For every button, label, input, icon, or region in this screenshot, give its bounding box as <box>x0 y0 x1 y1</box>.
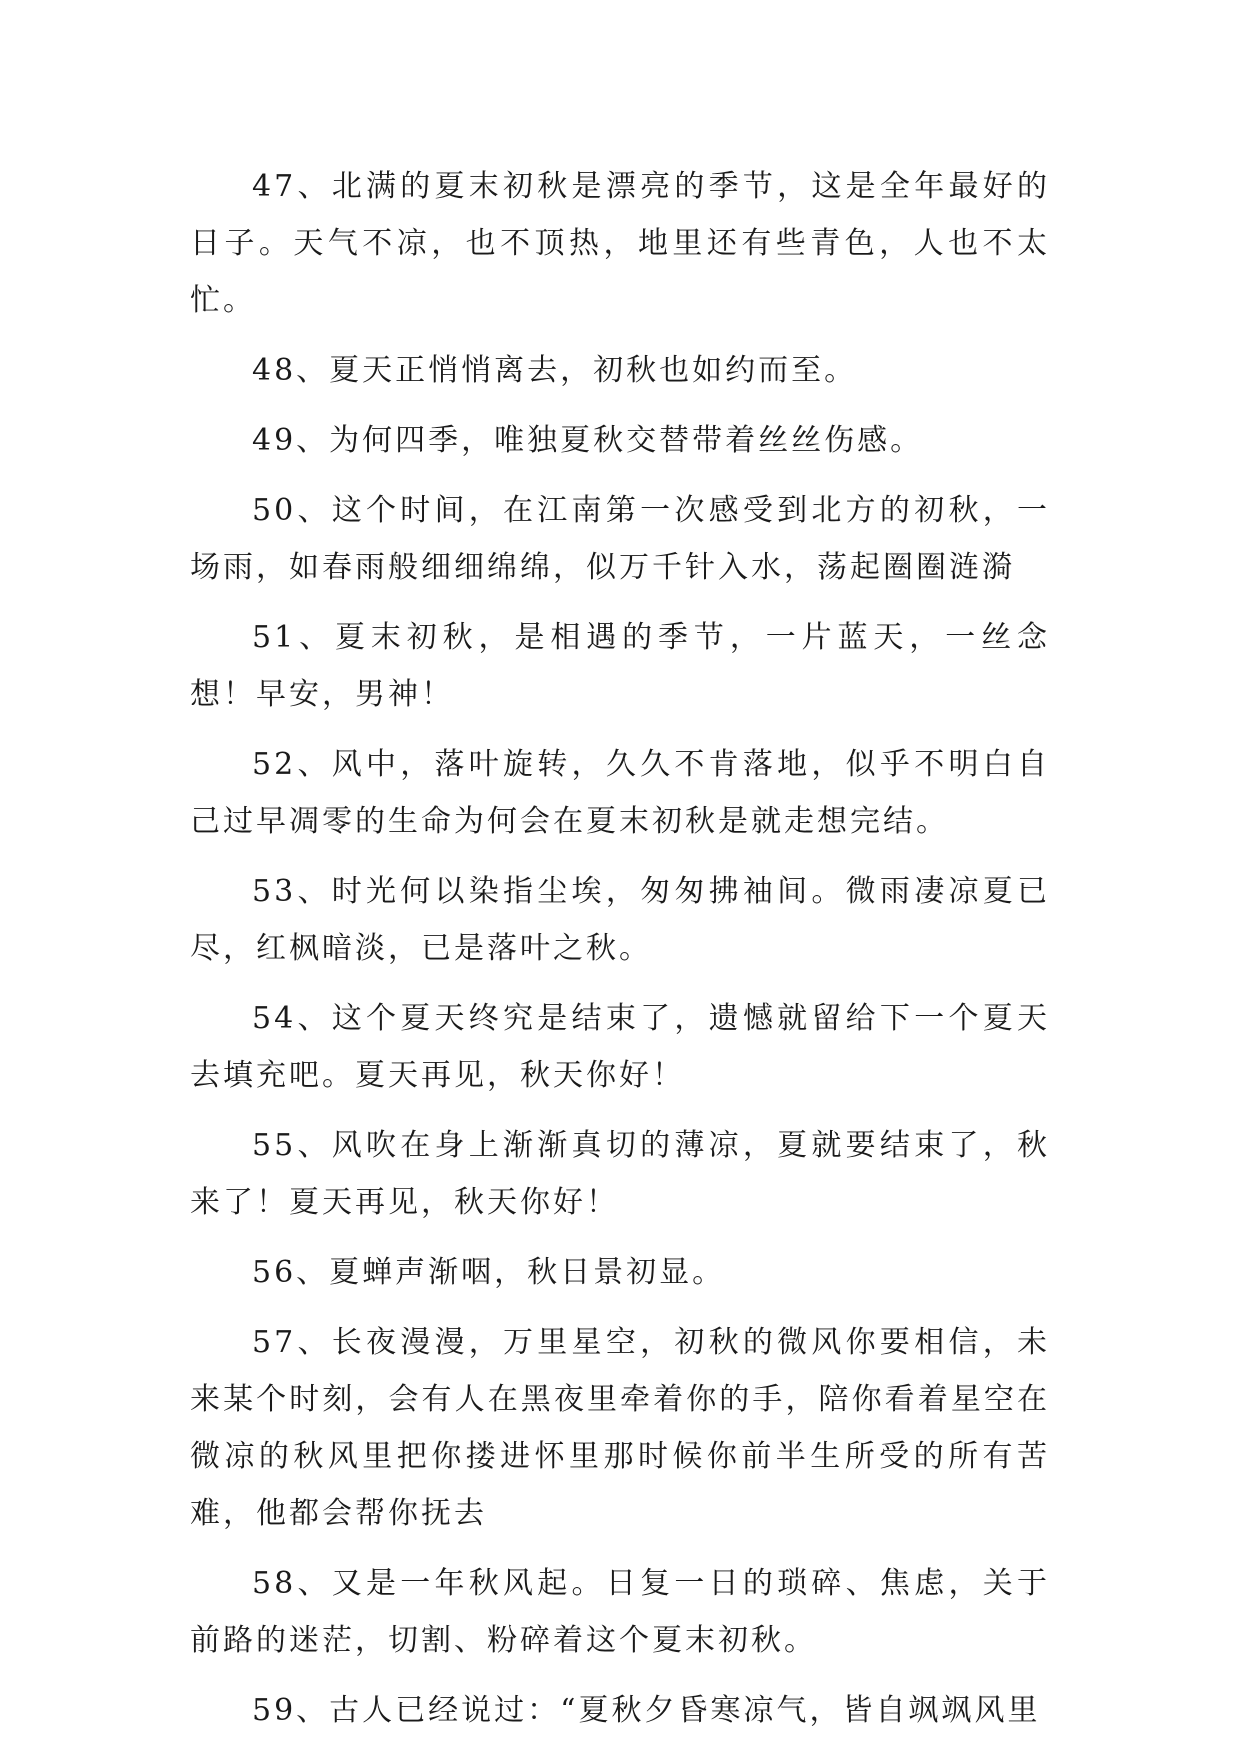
paragraph-54: 54、这个夏天终究是结束了，遗憾就留给下一个夏天去填充吧。夏天再见，秋天你好！ <box>190 1001 1050 1093</box>
paragraph-48: 48、夏天正悄悄离去，初秋也如约而至。 <box>252 353 858 388</box>
paragraph-58: 58、又是一年秋风起。日复一日的琐碎、焦虑，关于前路的迷茫，切割、粉碎着这个夏末初秋。 <box>190 1566 1050 1658</box>
paragraph-51: 51、夏末初秋，是相遇的季节，一片蓝天，一丝念想！早安，男神！ <box>190 620 1050 712</box>
paragraph-49: 49、为何四季，唯独夏秋交替带着丝丝伤感。 <box>252 423 924 458</box>
paragraph-53: 53、时光何以染指尘埃，匆匆拂袖间。微雨凄凉夏已尽，红枫暗淡，已是落叶之秋。 <box>190 874 1050 966</box>
paragraph-55: 55、风吹在身上渐渐真切的薄凉，夏就要结束了，秋来了！夏天再见，秋天你好！ <box>190 1128 1050 1220</box>
paragraph-56: 56、夏蝉声渐咽，秋日景初显。 <box>252 1255 726 1290</box>
paragraph-47: 47、北满的夏末初秋是漂亮的季节，这是全年最好的日子。天气不凉，也不顶热，地里还有些青色，人也不太忙。 <box>190 169 1050 318</box>
paragraph-50: 50、这个时间，在江南第一次感受到北方的初秋，一场雨，如春雨般细细绵绵，似万千针入水，荡起圈圈涟漪 <box>190 493 1050 585</box>
paragraph-59: 59、古人已经说过：“夏秋夕昏寒凉气，皆自飒飒风里 <box>252 1693 1041 1728</box>
paragraph-57: 57、长夜漫漫，万里星空，初秋的微风你要相信，未来某个时刻，会有人在黑夜里牵着你的手，陪你看着星空在微凉的秋风里把你搂进怀里那时候你前半生所受的所有苦难，他都会帮你抚去 <box>190 1325 1050 1531</box>
paragraph-52: 52、风中，落叶旋转，久久不肯落地，似乎不明白自己过早凋零的生命为何会在夏末初秋是就走想完结。 <box>190 747 1050 839</box>
document-body <box>190 158 1050 1752</box>
